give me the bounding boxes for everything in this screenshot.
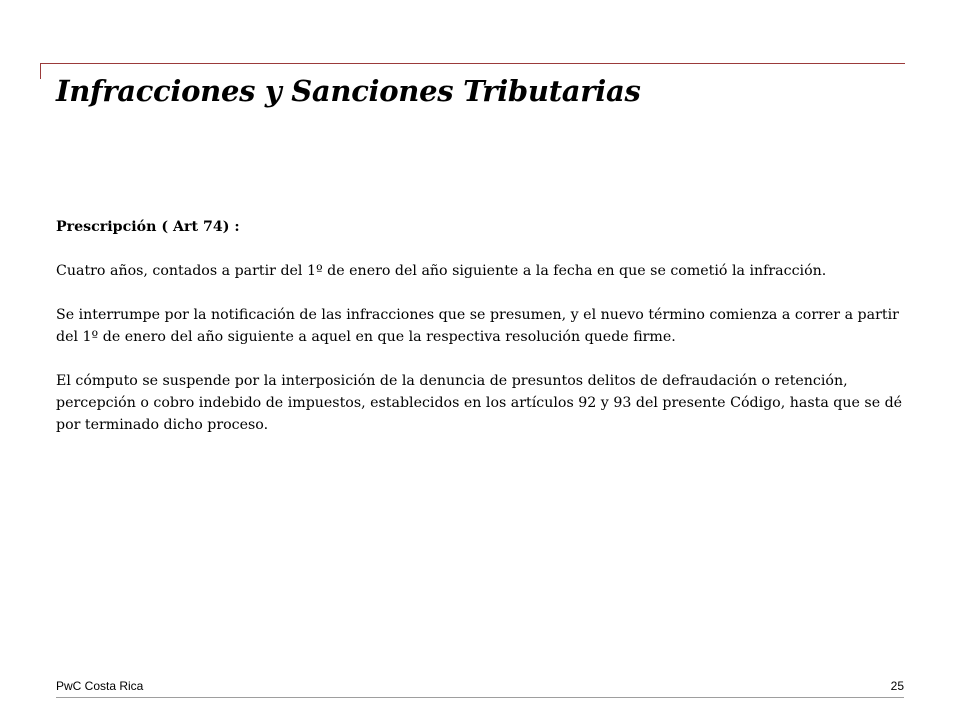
footer-rule: [56, 697, 904, 698]
title-rule-tick: [40, 63, 41, 79]
body-paragraph: Se interrumpe por la notificación de las infracciones que se presumen, y el nuevo término comienza a correr a partir del 1º de enero del año siguiente a aquel en que la respectiva resolución quede firme.: [56, 307, 899, 345]
section-heading: Prescripción ( Art 74) :: [56, 219, 240, 235]
slide-title: Infracciones y Sanciones Tributarias: [56, 74, 641, 108]
footer-company: PwC Costa Rica: [56, 679, 144, 693]
page-number: 25: [890, 679, 904, 693]
slide-body: [56, 216, 916, 458]
title-rule: [40, 63, 905, 64]
body-paragraph: Cuatro años, contados a partir del 1º de enero del año siguiente a la fecha en que se cometió la infracción.: [56, 263, 827, 279]
body-paragraph: El cómputo se suspende por la interposición de la denuncia de presuntos delitos de defraudación o retención, percepción o cobro indebido de impuestos, establecidos en los artículos 92 y 93 del presente Código, hasta que se dé por terminado dicho proceso.: [56, 373, 903, 433]
